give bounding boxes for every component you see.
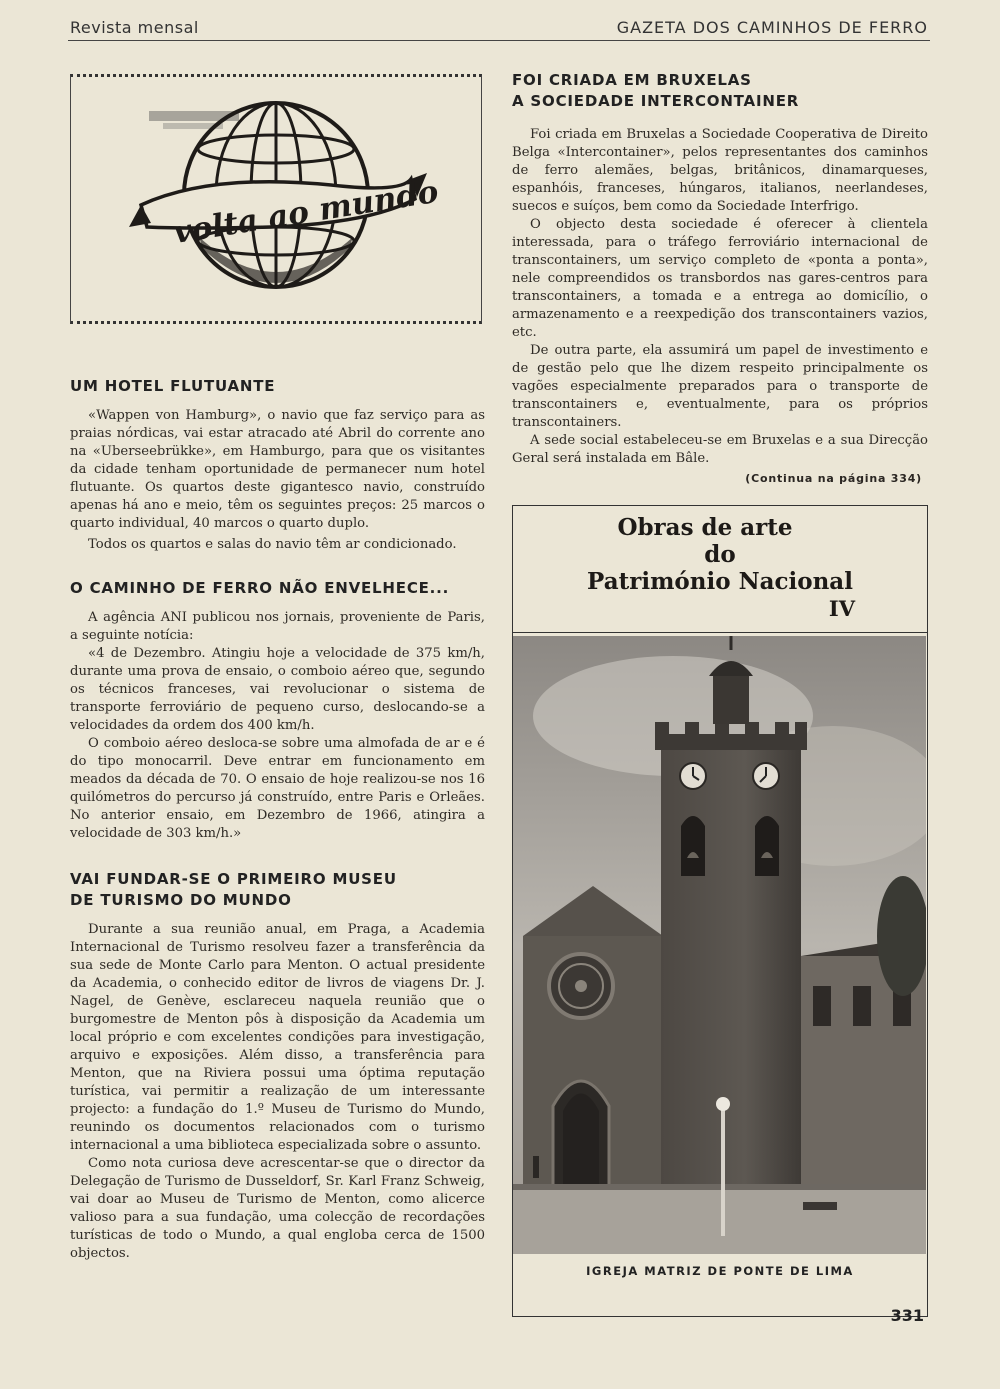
- page-number: 331: [890, 1306, 924, 1325]
- church-photo: [513, 636, 926, 1254]
- heritage-title: [513, 514, 927, 622]
- hotel-title: UM HOTEL FLUTUANTE: [70, 377, 276, 395]
- heritage-title-line-1: Obras de arte: [617, 514, 793, 541]
- intercontainer-paragraph-3: De outra parte, ela assumirá um papel de investimento e de gestão pelo que lhe dizem respeito principalmente os vagões especialmente preparados para o transporte de transcontainers e, eventualmente, para os próprios transcontainers.: [512, 343, 928, 430]
- hotel-paragraph-2: Todos os quartos e salas do navio têm ar condicionado.: [88, 537, 457, 552]
- title-rule: [513, 632, 927, 633]
- logo-text: volta ao mundo: [171, 173, 441, 252]
- left-column: [70, 70, 485, 1263]
- intercontainer-title-1: FOI CRIADA EM BRUXELAS: [512, 71, 752, 89]
- intercontainer-paragraph-2: O objecto desta sociedade é oferecer à clientela interessada, para o tráfego ferroviário internacional de transcontainers, um serviço completo de «ponta a ponta», nele compreendidos os transbordos nas gares-centros para transcontainers, a tomada e a entrega ao domicílio, o armazenamento e a reexpedição dos transcontainers vazios, etc.: [512, 217, 928, 340]
- railway-paragraph-1: A agência ANI publicou nos jornais, proveniente de Paris, a seguinte notícia:: [70, 610, 485, 643]
- museum-paragraph-2: Como nota curiosa deve acrescentar-se que o director da Delegação de Turismo de Dusseldorf, Sr. Karl Franz Schweig, vai doar ao Museu de Turismo de Menton, como alicerce valioso para a sua fundação, uma colecção de recordações turísticas de todo o Mundo, a qual engloba cerca de 1500 objectos.: [70, 1156, 485, 1261]
- right-column: [512, 70, 928, 1317]
- intercontainer-title-2: A SOCIEDADE INTERCONTAINER: [512, 92, 800, 110]
- continued-note: (Continua na página 334): [745, 472, 922, 485]
- globe-icon: [71, 77, 481, 321]
- photo-caption: IGREJA MATRIZ DE PONTE DE LIMA: [586, 1264, 854, 1278]
- running-header: [70, 14, 928, 38]
- heritage-title-line-4: IV: [828, 596, 855, 621]
- museum-title-2: DE TURISMO DO MUNDO: [70, 891, 292, 909]
- railway-section: [70, 578, 485, 843]
- heritage-feature-box: [512, 505, 928, 1317]
- museum-section: [70, 869, 485, 1263]
- volta-ao-mundo-logo: [70, 74, 482, 324]
- railway-paragraph-3: O comboio aéreo desloca-se sobre uma almofada de ar e é do tipo monocarril. Deve entrar em funcionamento em meados da década de 70. O ensaio de hoje realizou-se nos 16 quilómetros do percurso já construído, entre Paris e Orleães. No anterior ensaio, em Dezembro de 1966, atingira a velocidade de 303 km/h.»: [70, 736, 485, 841]
- intercontainer-paragraph-1: Foi criada em Bruxelas a Sociedade Cooperativa de Direito Belga «Intercontainer», pelos representantes dos caminhos de ferro alemães, belgas, britânicos, dinamarqueses, espanhóis, franceses, húngaros, italianos, neerlandeses, suecos e suíços, bem como da Sociedade Interfrigo.: [512, 127, 928, 214]
- header-right: GAZETA DOS CAMINHOS DE FERRO: [616, 18, 928, 37]
- railway-title: O CAMINHO DE FERRO NÃO ENVELHECE...: [70, 579, 450, 597]
- intercontainer-section: [512, 70, 928, 485]
- header-left: Revista mensal: [70, 18, 199, 37]
- hotel-section: [70, 376, 485, 554]
- railway-paragraph-2: «4 de Dezembro. Atingiu hoje a velocidade de 375 km/h, durante uma prova de ensaio, o comboio aéreo que, segundo os técnicos franceses, vai revolucionar o sistema de transporte ferroviário de pequeno curso, deslocando-se a velocidades da ordem dos 400 km/h.: [70, 646, 485, 733]
- header-rule: [68, 40, 930, 41]
- museum-paragraph-1: Durante a sua reunião anual, em Praga, a Academia Internacional de Turismo resolveu fazer a transferência da sua sede de Monte Carlo para Menton. O actual presidente da Academia, o conhecido editor de livros de viagens Dr. J. Nagel, de Genève, esclareceu naquela reunião que o burgomestre de Menton pôs à disposição da Academia um local próprio e com excelentes condições para investigação, arquivo e exposições. Além disso, a transferência para Menton, que na Riviera possui uma óptima reputação turística, vai permitir a realização de um interessante projecto: a fundação do 1.º Museu de Turismo do Mundo, reunindo os documentos relacionados com o turismo internacional a uma biblioteca especializada sobre o assunto.: [70, 922, 485, 1153]
- hotel-paragraph-1: «Wappen von Hamburg», o navio que faz serviço para as praias nórdicas, vai estar atracado até Abril do corrente ano na «Uberseebrükke», em Hamburgo, para que os visitantes da cidade tenham oportunidade de permanecer num hotel flutuante. Os quartos deste gigantesco navio, construído apenas há ano e meio, têm os seguintes preços: 25 marcos o quarto individual, 40 marcos o quarto duplo.: [70, 408, 485, 531]
- heritage-title-line-3: Património Nacional: [587, 568, 853, 595]
- intercontainer-paragraph-4: A sede social estabeleceu-se em Bruxelas e a sua Direcção Geral será instalada em Bâle.: [512, 433, 928, 466]
- heritage-title-line-2: do: [704, 541, 736, 568]
- museum-title-1: VAI FUNDAR-SE O PRIMEIRO MUSEU: [70, 870, 397, 888]
